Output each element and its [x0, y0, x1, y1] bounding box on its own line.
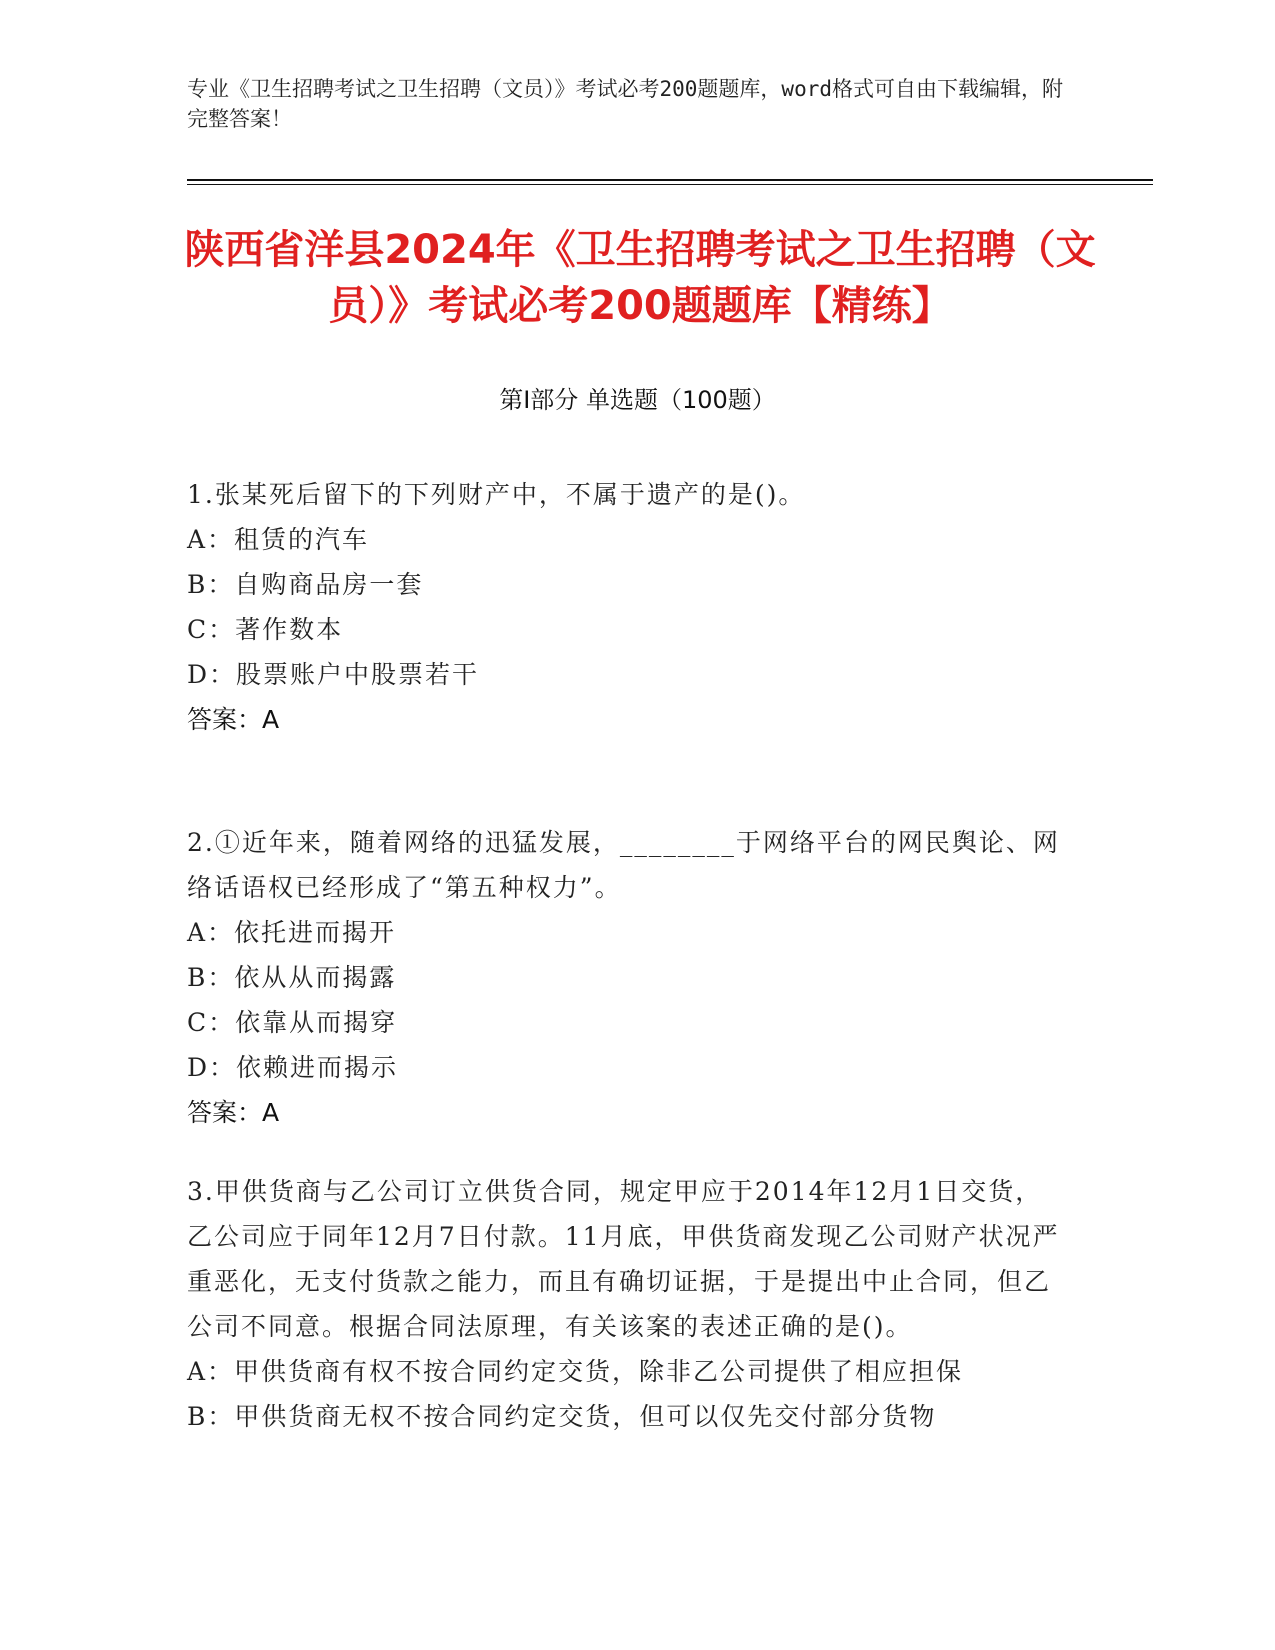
option-c: C：著作数本 — [187, 615, 344, 644]
answer: 答案：A — [187, 705, 280, 734]
question-stem: 3.甲供货商与乙公司订立供货合同，规定甲应于2014年12月1日交货，乙公司应于同年12月7日付款。11月底，甲供货商发现乙公司财产状况严重恶化，无支付货款之能力，而且有确切证据，于是提出中止合同，但乙公司不同意。根据合同法原理，有关该案的表述正确的是()。 — [187, 1177, 1060, 1341]
section-heading: 第Ⅰ部分 单选题（100题） — [499, 386, 776, 414]
question-3 — [187, 1169, 1067, 1439]
header-divider-thin — [187, 184, 1153, 185]
option-d: D：股票账户中股票若干 — [187, 660, 480, 689]
option-a: A：依托进而揭开 — [187, 918, 397, 947]
answer: 答案：A — [187, 1098, 280, 1127]
question-stem: 1.张某死后留下的下列财产中，不属于遗产的是()。 — [187, 480, 806, 509]
option-c: C：依靠从而揭穿 — [187, 1008, 398, 1037]
option-d: D：依赖进而揭示 — [187, 1053, 399, 1082]
question-2 — [187, 820, 1067, 1135]
question-1 — [187, 472, 1067, 742]
option-b: B：甲供货商无权不按合同约定交货，但可以仅先交付部分货物 — [187, 1402, 937, 1431]
question-stem: 2.①近年来，随着网络的迅猛发展，________于网络平台的网民舆论、网络话语权已经形成了“第五种权力”。 — [187, 828, 1060, 902]
option-b: B：依从从而揭露 — [187, 963, 397, 992]
header-note: 专业《卫生招聘考试之卫生招聘（文员）》考试必考200题题库，word格式可自由下载编辑，附完整答案！ — [187, 77, 1063, 131]
option-a: A：租赁的汽车 — [187, 525, 370, 554]
header-divider-thick — [187, 179, 1153, 181]
document-title: 陕西省洋县2024年《卫生招聘考试之卫生招聘（文员）》考试必考200题题库【精练】 — [184, 227, 1096, 329]
option-b: B：自购商品房一套 — [187, 570, 424, 599]
option-a: A：甲供货商有权不按合同约定交货，除非乙公司提供了相应担保 — [187, 1357, 964, 1386]
